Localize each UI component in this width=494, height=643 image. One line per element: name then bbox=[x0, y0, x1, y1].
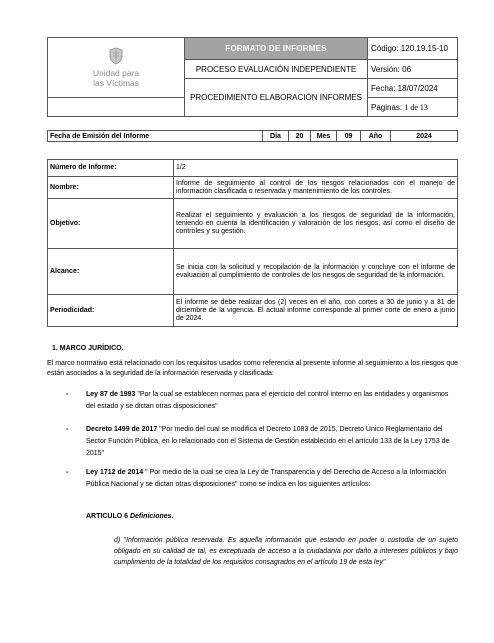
bullet-2-text: "Por medio del cual se modifica el Decreto 1083 de 2015, Decreto Único Reglamentario del Sector Función Pública, en lo relacionado con el Sistema de Gestión establecido en el artículo 133 de la Ley 1753 de 2015" bbox=[86, 426, 450, 457]
day-value: 20 bbox=[289, 131, 311, 142]
objective-value: Realizar el seguimiento y evaluación a los riesgos de seguridad de la información, teniendo en cuenta la identificación y valoración de los riesgos, así como el diseño de controles y su gestión. bbox=[174, 199, 458, 249]
bullet-1 bbox=[86, 389, 458, 413]
logo-text-line2: las Víctimas bbox=[93, 78, 139, 88]
bullet-3-text: " Por medio de la cual se crea la Ley de Transparencia y del Derecho de Acceso a la Información Pública Nacional y se dictan otras disposiciones" como se indica en los siguientes artículos: bbox=[86, 469, 447, 488]
bullet-3-marker: - bbox=[66, 469, 69, 476]
article-heading bbox=[86, 512, 286, 522]
bullet-3 bbox=[86, 467, 458, 491]
process-name: PROCESO EVALUACIÓN INDEPENDIENTE bbox=[185, 60, 368, 79]
objective-label: Objetivo: bbox=[48, 199, 174, 249]
scope-label: Alcance: bbox=[48, 249, 174, 295]
bullet-3-title: Ley 1712 de 2014 bbox=[86, 469, 144, 476]
day-label: Día bbox=[263, 131, 289, 142]
bullet-1-marker: - bbox=[66, 391, 69, 398]
bullet-1-title: Ley 87 de 1993 bbox=[86, 391, 136, 398]
name-label: Nombre: bbox=[48, 177, 174, 199]
info-row-number bbox=[48, 160, 458, 177]
article-number: ARTICULO 6 bbox=[86, 513, 130, 520]
year-value: 2024 bbox=[391, 131, 458, 142]
coat-of-arms-icon bbox=[108, 47, 124, 65]
bullet-2 bbox=[86, 424, 458, 460]
logo-bottom-cell bbox=[48, 98, 185, 117]
document-header bbox=[47, 37, 458, 117]
month-label: Mes bbox=[311, 131, 337, 142]
number-label: Número de Informe: bbox=[48, 160, 174, 177]
form-title: FORMATO DE INFORMES bbox=[185, 38, 368, 60]
info-row-objective bbox=[48, 199, 458, 249]
intro-paragraph: El marco normativo está relacionado con los requisitos usados como referencia al presente informe al seguimiento a los riesgos que están asociados a la seguridad de la información reservada y clasificada: bbox=[47, 360, 458, 377]
article-title: Definiciones. bbox=[129, 513, 174, 520]
document-code: Código: 120.19.15-10 bbox=[368, 38, 458, 60]
periodicity-value: El informe se debe realizar dos (2) veces en el año, con cortes a 30 de junio y a 31 de diciembre de la vigencia. El actual informe corresponde al primer corte de enero a junio de 2024. bbox=[174, 295, 458, 327]
entity-logo bbox=[48, 47, 184, 88]
bullet-2-marker: - bbox=[66, 426, 69, 433]
procedure-name: PROCEDIMIENTO ELABORACIÓN INFORMES bbox=[185, 79, 368, 117]
emission-date-row bbox=[47, 130, 458, 142]
info-row-periodicity bbox=[48, 295, 458, 327]
document-version: Versión: 06 bbox=[368, 60, 458, 79]
pages-value: 1 de 13 bbox=[404, 102, 428, 112]
emission-label: Fecha de Emisión del Informe bbox=[48, 131, 263, 142]
report-info-table bbox=[47, 159, 458, 327]
bullet-2-title: Decreto 1499 de 2017 bbox=[86, 426, 158, 433]
bullet-1-text: "Por la cual se establecen normas para el ejercicio del control interno en las entidades y organismos del estado y se dictan otras disposiciones" bbox=[86, 391, 449, 410]
document-pages bbox=[368, 98, 458, 117]
name-value: Informe de seguimiento al control de los riesgos relacionados con el manejo de información clasificada o reservada y mantenimiento de los controles. bbox=[174, 177, 458, 199]
year-label: Año bbox=[361, 131, 391, 142]
month-value: 09 bbox=[337, 131, 361, 142]
document-date: Fecha: 18/07/2024 bbox=[368, 79, 458, 98]
scope-value: Se inicia con la solicitud y recopilación de la información y concluye con el informe de evaluación al cumplimiento de controles de los riesgos de seguridad de la información. bbox=[174, 249, 458, 295]
info-row-name bbox=[48, 177, 458, 199]
pages-label: Paginas: bbox=[371, 102, 405, 112]
section-heading-legal-framework: 1. MARCO JURÍDICO. bbox=[52, 345, 124, 352]
definition-quote: d) "Información pública reservada. Es aquella información que estando en poder o custodia de un sujeto obligado en su calidad de tal, es exceptuada de acceso a la ciudadanía por daño a intereses públicos y bajo cumplimiento de la totalidad de los requisitos consagrados en el artículo 19 de esta ley" bbox=[114, 537, 458, 566]
logo-cell bbox=[48, 38, 185, 98]
info-row-scope bbox=[48, 249, 458, 295]
logo-text-line1: Unidad para bbox=[92, 68, 140, 78]
number-value: 1/2 bbox=[174, 160, 458, 177]
periodicity-label: Periodicidad: bbox=[48, 295, 174, 327]
